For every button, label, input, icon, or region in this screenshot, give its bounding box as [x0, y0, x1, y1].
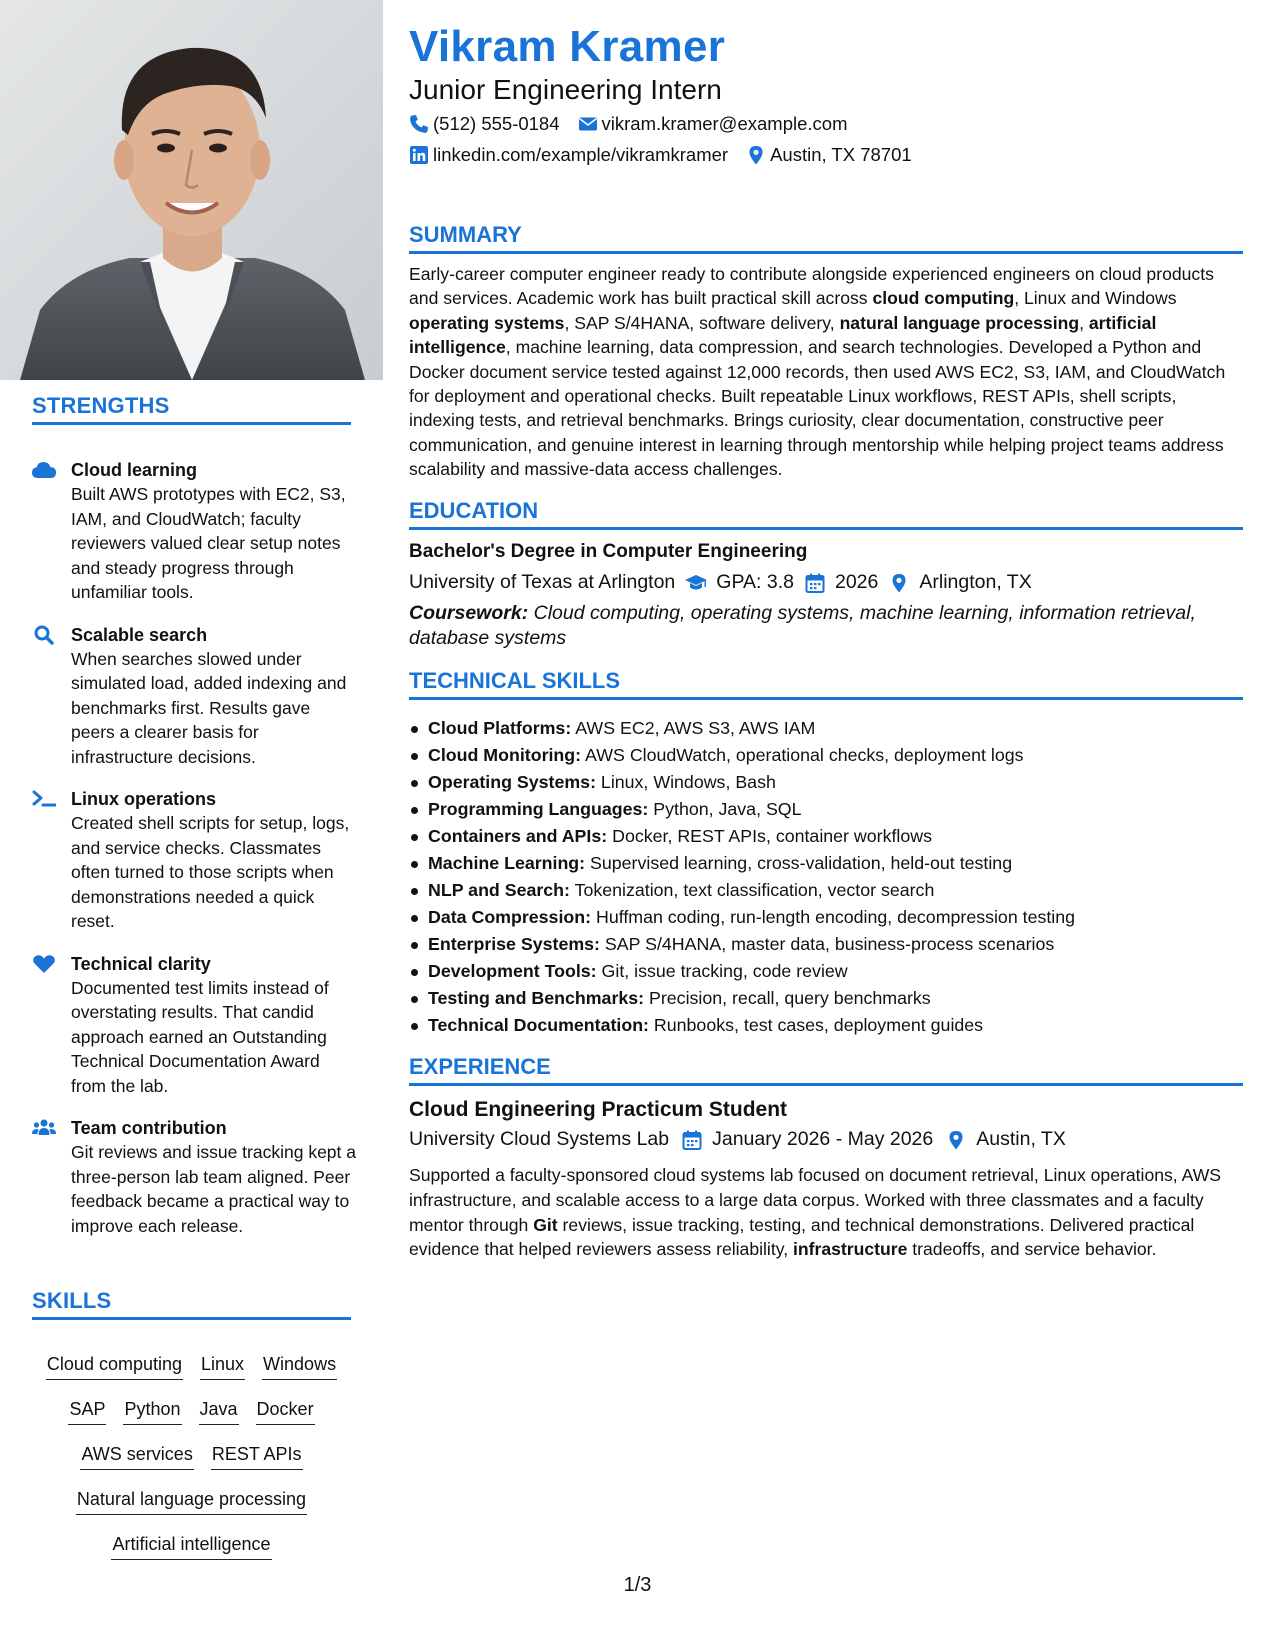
linkedin-icon [409, 145, 429, 165]
experience-description [409, 1163, 1243, 1262]
phone-text: (512) 555-0184 [433, 113, 560, 134]
summary-text [409, 262, 1243, 482]
heart-icon [32, 954, 56, 974]
location-contact [746, 144, 912, 166]
skill-values: Supervised learning, cross-validation, held-out testing [585, 853, 1013, 873]
skill-tag: Natural language processing [76, 1487, 307, 1515]
coursework [409, 601, 1243, 651]
terminal-icon [32, 789, 56, 809]
map-pin-icon [888, 573, 910, 593]
coursework-label: Coursework: [409, 602, 529, 624]
linkedin-contact[interactable] [409, 144, 728, 166]
technical-skill-item [409, 769, 1243, 796]
skill-tag: Cloud computing [46, 1352, 183, 1380]
linkedin-text: linkedin.com/example/vikramkramer [433, 144, 729, 165]
strength-title: Team contribution [71, 1118, 227, 1138]
tag-row [32, 1397, 351, 1425]
text-run: reviews, issue tracking, testing, and technical demonstrations. Delivered practical evidence that helped reviewers assess reliability, [409, 1214, 1195, 1260]
bold-keyword: artificial intelligence [409, 312, 1157, 358]
technical-skill-item [409, 850, 1243, 877]
technical-skill-item [409, 715, 1243, 742]
map-pin-icon [945, 1130, 967, 1150]
technical-skill-item [409, 877, 1243, 904]
skill-category: Programming Languages: [428, 799, 649, 819]
skill-values: Huffman coding, run-length encoding, decompression testing [591, 907, 1076, 927]
technical-skill-item [409, 904, 1243, 931]
skill-tag: AWS services [80, 1442, 193, 1470]
strength-item [32, 952, 358, 1099]
envelope-icon [578, 114, 598, 134]
technical-skill-item [409, 742, 1243, 769]
page-number: 1/3 [623, 1574, 652, 1596]
skill-category: Cloud Platforms: [428, 718, 572, 738]
skill-category: Containers and APIs: [428, 826, 608, 846]
email-text: vikram.kramer@example.com [601, 113, 848, 134]
skill-values: Precision, recall, query benchmarks [644, 988, 931, 1008]
text-run: , Linux and Windows [1014, 288, 1177, 309]
calendar-icon [804, 573, 826, 593]
graduation-cap-icon [685, 573, 707, 593]
text-run: Early-career computer engineer ready to contribute alongside experienced engineers on cloud products and services. Academic work has built practical skill across [409, 264, 1214, 309]
organization-name: University Cloud Systems Lab [409, 1128, 670, 1150]
edu-location-text: Arlington, TX [919, 571, 1032, 593]
skill-values: Python, Java, SQL [648, 799, 802, 819]
skill-tag: SAP [68, 1397, 106, 1425]
text-run: tradeoffs, and service behavior. [907, 1239, 1157, 1260]
cloud-icon [32, 460, 56, 480]
tag-row [32, 1532, 351, 1560]
strengths-list [32, 458, 358, 1256]
profile-photo [0, 0, 383, 380]
strength-item [32, 458, 358, 605]
technical-skill-item [409, 1012, 1243, 1039]
bold-keyword: Git [533, 1214, 558, 1235]
strength-body: Built AWS prototypes with EC2, S3, IAM, and CloudWatch; faculty reviewers valued clear setup notes and steady progress through unfamiliar tools. [71, 484, 346, 602]
strength-body: Git reviews and issue tracking kept a three-person lab team aligned. Peer feedback became a practical way to improve each release. [71, 1142, 356, 1236]
education-heading: EDUCATION [409, 498, 1243, 530]
phone-contact[interactable] [409, 113, 560, 135]
technical-skill-item [409, 796, 1243, 823]
dates-item [681, 1128, 933, 1151]
edu-location-item [888, 571, 1031, 594]
skill-values: AWS EC2, AWS S3, AWS IAM [571, 718, 816, 738]
location-text: Austin, TX 78701 [770, 144, 912, 165]
strength-body: When searches slowed under simulated load, added indexing and benchmarks first. Results gave peers a clearer basis for infrastructure decisions. [71, 648, 347, 767]
skill-values: Docker, REST APIs, container workflows [607, 826, 932, 846]
skill-values: Runbooks, test cases, deployment guides [648, 1015, 984, 1035]
search-icon [32, 625, 56, 645]
technical-skills-heading: TECHNICAL SKILLS [409, 668, 1243, 700]
gpa-text: GPA: 3.8 [716, 571, 794, 593]
strength-item [32, 1116, 358, 1238]
email-contact[interactable] [578, 113, 848, 135]
strength-title: Cloud learning [71, 460, 197, 480]
skill-category: Development Tools: [428, 961, 597, 981]
left-column [0, 0, 383, 1650]
technical-skill-item [409, 958, 1243, 985]
contact-row [409, 113, 847, 135]
text-run: , machine learning, data compression, and search technologies. Developed a Python and Docker document service tested against 12,000 records, then used AWS EC2, S3, IAM, and CloudWatch for deployment and operational checks. Built repeatable Linux workflows, REST APIs, shell scripts, indexing tests, and retrieval benchmarks. Brings curiosity, clear documentation, constructive peer communication, and genuine interest in learning through mentorship while helping project teams address scalability and massive-data access challenges. [409, 337, 1226, 480]
exp-location-text: Austin, TX [976, 1128, 1066, 1150]
users-icon [32, 1118, 56, 1138]
skills-tags [32, 1352, 351, 1577]
skill-tag: Linux [200, 1352, 245, 1380]
summary-heading: SUMMARY [409, 222, 1243, 254]
skill-values: Tokenization, text classification, vector search [569, 880, 935, 900]
experience-meta [409, 1128, 1066, 1151]
skill-category: NLP and Search: [428, 880, 570, 900]
skill-category: Machine Learning: [428, 853, 586, 873]
strength-item [32, 623, 358, 770]
skill-category: Cloud Monitoring: [428, 745, 582, 765]
strength-title: Scalable search [71, 624, 208, 645]
exp-location-item [945, 1128, 1066, 1151]
skill-tag: REST APIs [211, 1442, 303, 1470]
school-name: University of Texas at Arlington [409, 571, 676, 593]
skill-category: Operating Systems: [428, 772, 596, 792]
skill-tag: Artificial intelligence [111, 1532, 271, 1560]
phone-icon [409, 114, 429, 134]
skill-category: Enterprise Systems: [428, 934, 600, 954]
strengths-heading: STRENGTHS [32, 393, 351, 425]
strength-body: Created shell scripts for setup, logs, and service checks. Classmates often turned to those scripts when demonstrations needed a quick reset. [71, 813, 350, 931]
bold-keyword: operating systems [409, 312, 565, 333]
skill-category: Technical Documentation: [428, 1015, 649, 1035]
candidate-role: Junior Engineering Intern [409, 74, 722, 105]
candidate-name: Vikram Kramer [409, 22, 726, 71]
tag-row [32, 1352, 351, 1380]
gpa-item [685, 571, 794, 594]
strength-body: Documented test limits instead of overstating results. That candid approach earned an Outstanding Technical Documentation Award from the lab. [71, 977, 329, 1096]
skill-category: Data Compression: [428, 907, 592, 927]
skill-tag: Docker [256, 1397, 315, 1425]
year-item [804, 571, 878, 594]
bold-keyword: infrastructure [793, 1239, 908, 1260]
skills-heading: SKILLS [32, 1288, 351, 1320]
tag-row [32, 1442, 351, 1470]
skill-values: Git, issue tracking, code review [596, 961, 848, 981]
skill-values: AWS CloudWatch, operational checks, deployment logs [581, 745, 1024, 765]
dates-text: January 2026 - May 2026 [712, 1128, 934, 1150]
experience-heading: EXPERIENCE [409, 1054, 1243, 1086]
strength-title: Technical clarity [71, 953, 211, 974]
bold-keyword: cloud computing [872, 288, 1015, 309]
calendar-icon [681, 1130, 703, 1150]
technical-skill-item [409, 985, 1243, 1012]
coursework-text: Cloud computing, operating systems, machine learning, information retrieval, database systems [409, 602, 1196, 649]
skill-tag: Java [199, 1397, 239, 1425]
skill-category: Testing and Benchmarks: [428, 988, 645, 1008]
skill-values: SAP S/4HANA, master data, business-process scenarios [599, 934, 1055, 954]
tag-row [32, 1487, 351, 1515]
contact-row [409, 144, 912, 166]
bold-keyword: natural language processing [839, 312, 1080, 333]
map-pin-icon [746, 145, 766, 165]
text-run: Supported a faculty-sponsored cloud systems lab focused on document retrieval, Linux operations, AWS infrastructure, and scalable access to a large data corpus. Worked with three classmates and a faculty mentor through [409, 1165, 1222, 1235]
strength-title: Linux operations [71, 789, 217, 809]
year-text: 2026 [834, 571, 879, 593]
school-item [409, 571, 675, 594]
skill-tag: Python [123, 1397, 181, 1425]
skill-tag: Windows [262, 1352, 337, 1380]
education-meta [409, 571, 1032, 594]
skill-values: Linux, Windows, Bash [595, 772, 776, 792]
text-run: , SAP S/4HANA, software delivery, [564, 312, 840, 333]
technical-skill-item [409, 823, 1243, 850]
text-run: , [1079, 312, 1089, 333]
job-title: Cloud Engineering Practicum Student [409, 1098, 788, 1121]
degree-title: Bachelor's Degree in Computer Engineering [409, 541, 808, 562]
strength-item [32, 787, 358, 934]
technical-skill-item [409, 931, 1243, 958]
technical-skills-list [409, 715, 1243, 1039]
